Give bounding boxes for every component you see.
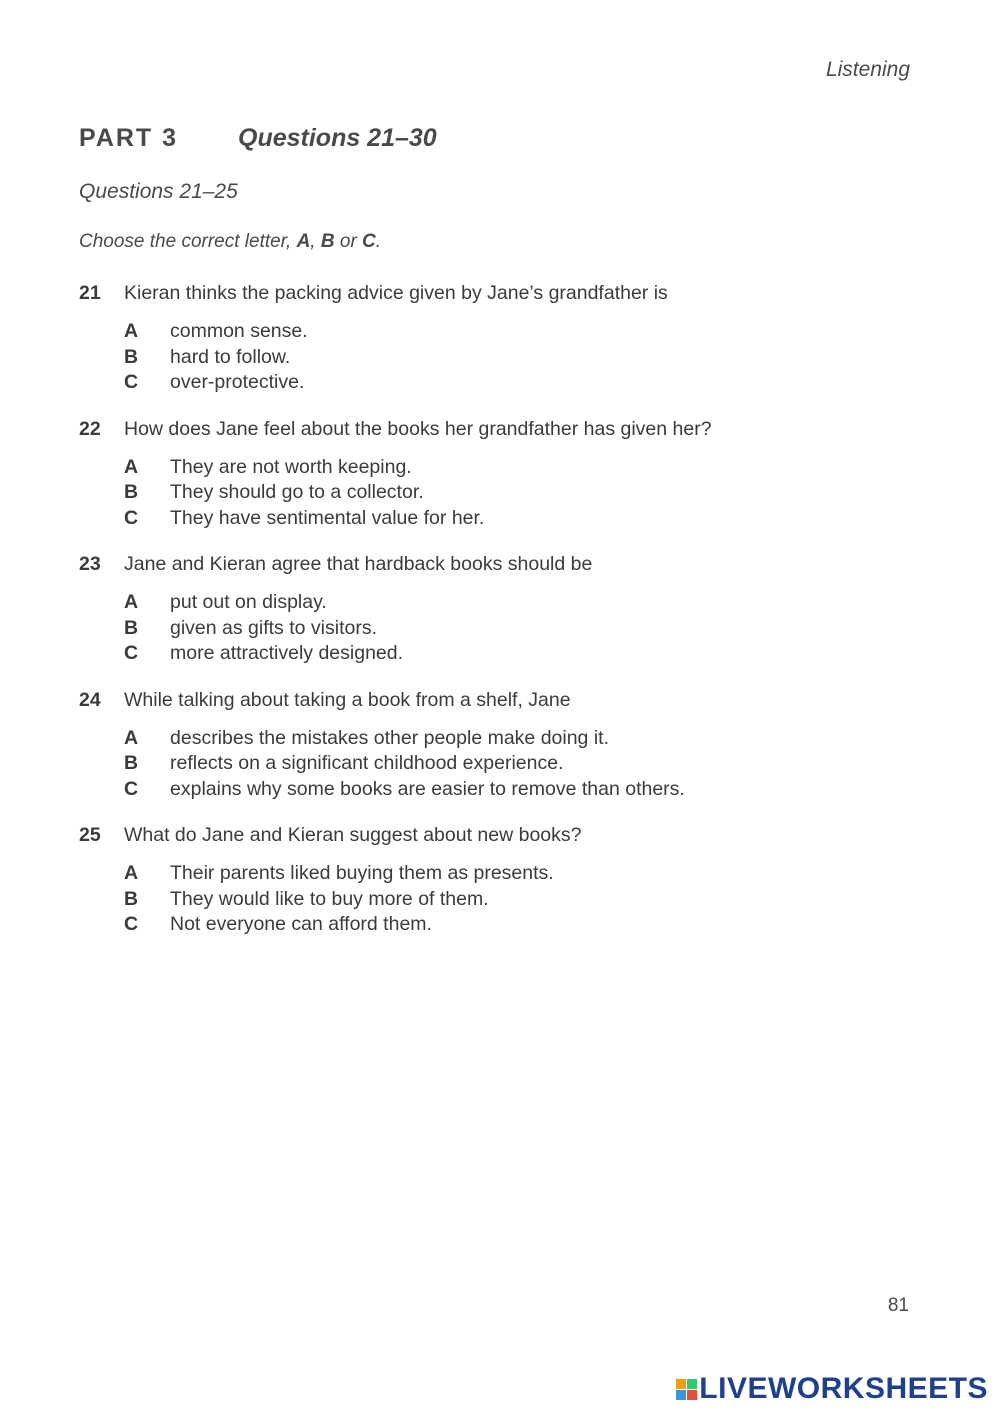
question-line [79,823,919,848]
option-list [79,590,919,667]
option-text: put out on display. [170,591,327,613]
option-letter: A [124,591,139,613]
option-text: common sense. [170,320,308,342]
option-letter: B [124,345,139,368]
option-letter: C [124,913,139,935]
instructions-letter-a: A [296,231,311,252]
question-text: Jane and Kieran agree that hardback books should be [124,553,593,575]
option-text: They have sentimental value for her. [170,506,485,529]
option-21-b[interactable] [79,345,919,371]
option-text: Their parents liked buying them as presents. [170,862,554,884]
liveworksheets-logo-icon [676,1379,697,1400]
question-21 [79,281,919,396]
option-list [79,726,919,803]
option-text: explains why some books are easier to remove than others. [170,777,685,800]
sub-heading: Questions 21–25 [79,180,238,203]
section-header: Listening [825,58,910,81]
logo-square [687,1379,697,1389]
option-list [79,861,919,938]
question-number: 23 [79,553,101,575]
question-number: 25 [79,824,101,846]
option-letter: B [124,481,139,503]
logo-square [687,1390,697,1400]
option-text: They are not worth keeping. [170,455,412,478]
option-text: given as gifts to visitors. [170,616,377,639]
option-letter: B [124,887,139,910]
option-23-c[interactable] [79,641,919,667]
option-letter: B [124,616,139,639]
question-23 [79,552,919,667]
logo-square [676,1390,686,1400]
option-list [79,319,919,396]
question-number: 21 [79,282,101,304]
question-24 [79,688,919,803]
option-24-a[interactable] [79,726,919,752]
option-22-c[interactable] [79,506,919,532]
part-heading [79,124,437,153]
liveworksheets-text: LIVEWORKSHEETS [699,1372,988,1405]
part-label: PART 3 [79,124,179,152]
option-23-b[interactable] [79,616,919,642]
question-text: Kieran thinks the packing advice given by Jane’s grandfather is [124,282,668,304]
option-letter: A [124,320,139,342]
option-text: describes the mistakes other people make doing it. [170,726,609,749]
question-number: 22 [79,417,101,440]
option-21-c[interactable] [79,370,919,396]
option-letter: C [124,506,139,529]
question-number: 24 [79,688,101,711]
instructions-or: or [334,231,363,252]
liveworksheets-watermark [676,1374,988,1404]
option-25-c[interactable] [79,912,919,938]
option-letter: C [124,371,139,393]
option-letter: C [124,642,139,664]
question-line [79,281,919,306]
instructions-text: Choose the correct letter, [79,231,297,252]
option-22-a[interactable] [79,455,919,481]
option-letter: A [124,726,139,749]
question-25 [79,823,919,938]
option-23-a[interactable] [79,590,919,616]
option-text: They would like to buy more of them. [170,887,489,910]
question-list [79,281,919,959]
option-text: reflects on a significant childhood experience. [170,752,564,774]
page-number: 81 [887,1295,909,1316]
instructions-end: . [375,231,382,252]
part-questions-range: Questions 21–30 [238,124,437,152]
option-text: more attractively designed. [170,642,404,664]
option-22-b[interactable] [79,480,919,506]
question-line [79,417,919,442]
logo-square [676,1379,686,1389]
option-text: over-protective. [170,371,305,393]
question-text: While talking about taking a book from a shelf, Jane [124,688,571,711]
question-line [79,688,919,713]
instructions-letter-c: C [362,231,376,252]
option-21-a[interactable] [79,319,919,345]
option-text: hard to follow. [170,345,291,368]
option-24-c[interactable] [79,777,919,803]
instructions [79,231,381,253]
option-letter: A [124,862,139,884]
option-25-a[interactable] [79,861,919,887]
option-text: They should go to a collector. [170,481,424,503]
option-letter: B [124,752,139,774]
question-22 [79,417,919,532]
option-list [79,455,919,532]
question-line [79,552,919,577]
question-text: What do Jane and Kieran suggest about new books? [124,824,582,846]
option-letter: A [124,455,139,478]
instructions-letter-b: B [320,231,335,252]
option-25-b[interactable] [79,887,919,913]
question-text: How does Jane feel about the books her grandfather has given her? [124,417,712,440]
instructions-separator: , [310,231,321,252]
option-24-b[interactable] [79,751,919,777]
option-text: Not everyone can afford them. [170,913,432,935]
option-letter: C [124,777,139,800]
